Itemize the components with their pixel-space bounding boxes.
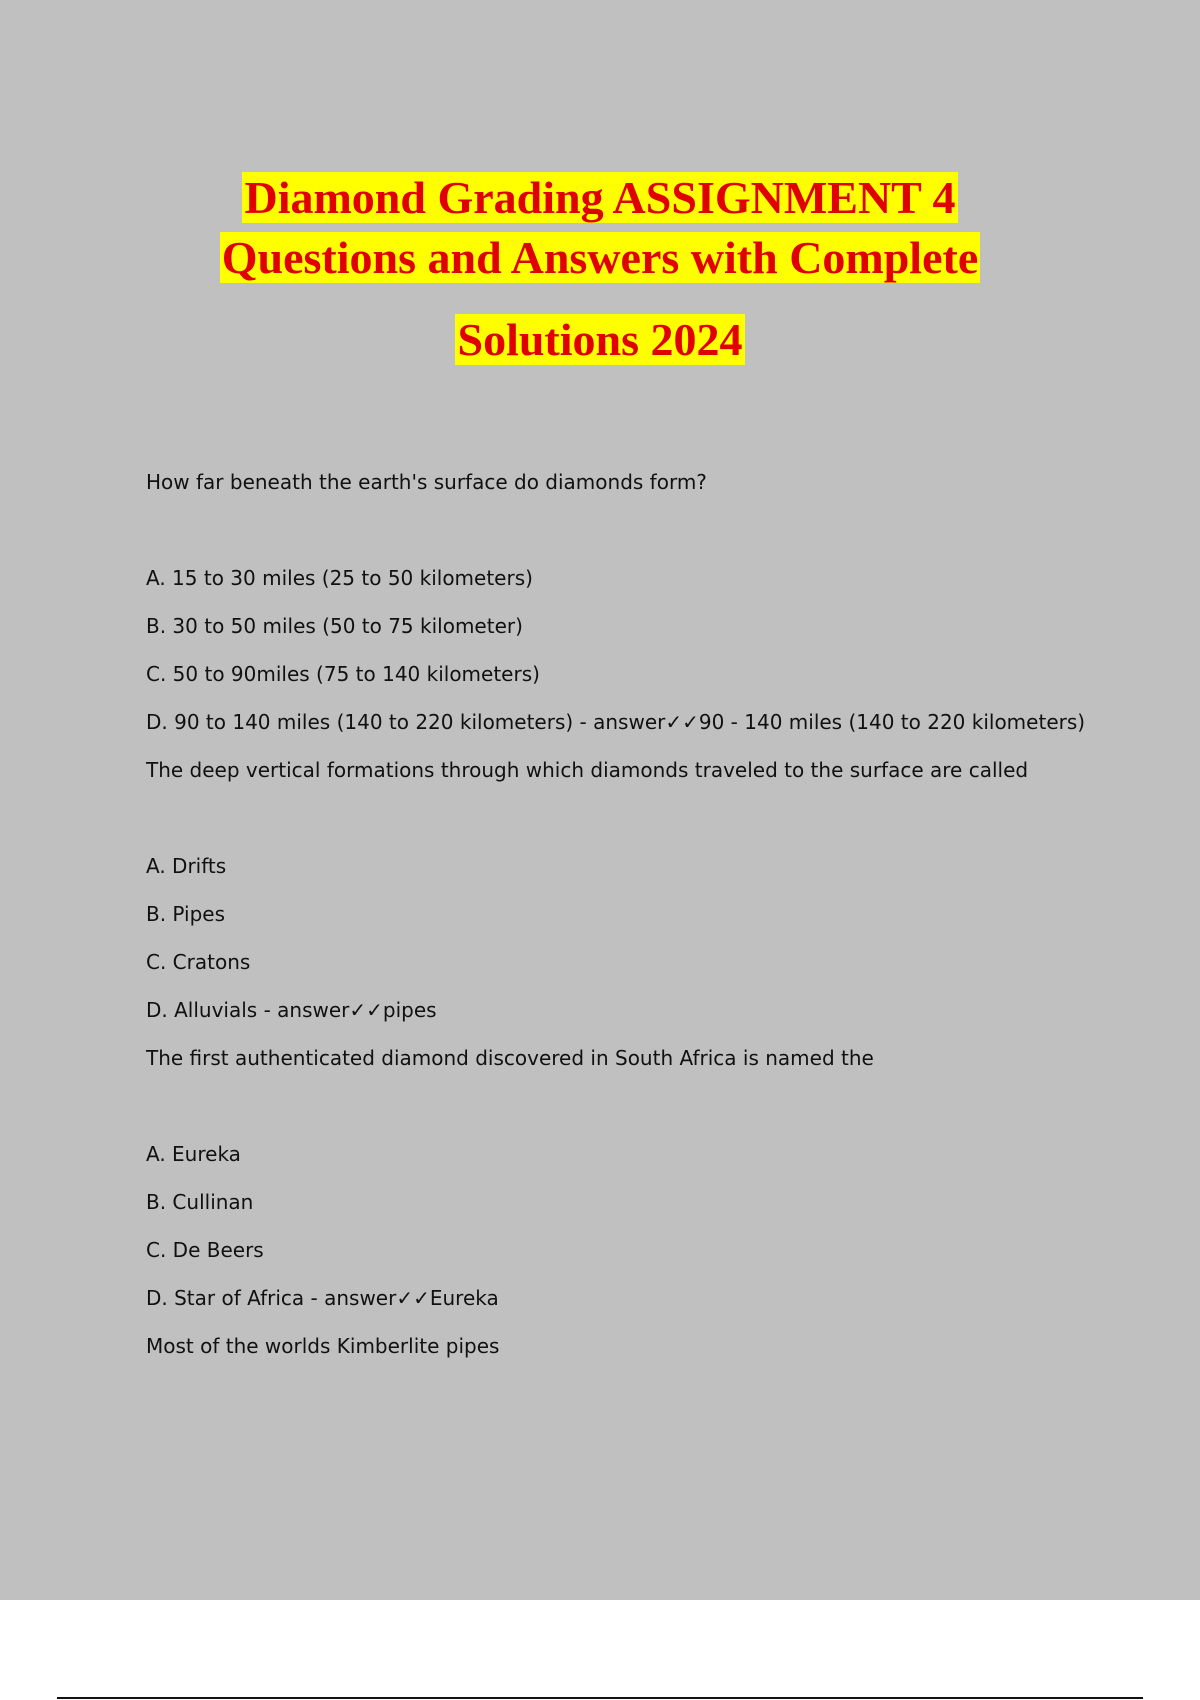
- option-2c: C. Cratons: [146, 950, 251, 974]
- option-2a: A. Drifts: [146, 854, 227, 878]
- title-line-1: Diamond Grading ASSIGNMENT 4: [244, 172, 956, 223]
- question-4: Most of the worlds Kimberlite pipes: [146, 1334, 500, 1358]
- option-3c: C. De Beers: [146, 1238, 264, 1262]
- question-3: The first authenticated diamond discovered in South Africa is named the: [146, 1046, 874, 1070]
- option-3a: A. Eureka: [146, 1142, 241, 1166]
- option-1b: B. 30 to 50 miles (50 to 75 kilometer): [146, 614, 523, 638]
- questions-body: [146, 470, 1106, 1358]
- footer-divider: [57, 1697, 1143, 1699]
- option-3d-answer: D. Star of Africa - answer✓✓Eureka: [146, 1286, 499, 1310]
- document-title: [0, 168, 1200, 370]
- title-line-3: Solutions 2024: [457, 314, 743, 365]
- option-1d-answer: D. 90 to 140 miles (140 to 220 kilometers) - answer✓✓90 - 140 miles (140 to 220 kilometers): [146, 710, 1086, 734]
- option-3b: B. Cullinan: [146, 1190, 254, 1214]
- option-2d-answer: D. Alluvials - answer✓✓pipes: [146, 998, 437, 1022]
- title-line-2: Questions and Answers with Complete: [221, 232, 979, 283]
- question-2: The deep vertical formations through which diamonds traveled to the surface are called: [146, 758, 1029, 782]
- option-2b: B. Pipes: [146, 902, 226, 926]
- option-1a: A. 15 to 30 miles (25 to 50 kilometers): [146, 566, 533, 590]
- option-1c: C. 50 to 90miles (75 to 140 kilometers): [146, 662, 540, 686]
- question-1: How far beneath the earth's surface do diamonds form?: [146, 470, 707, 494]
